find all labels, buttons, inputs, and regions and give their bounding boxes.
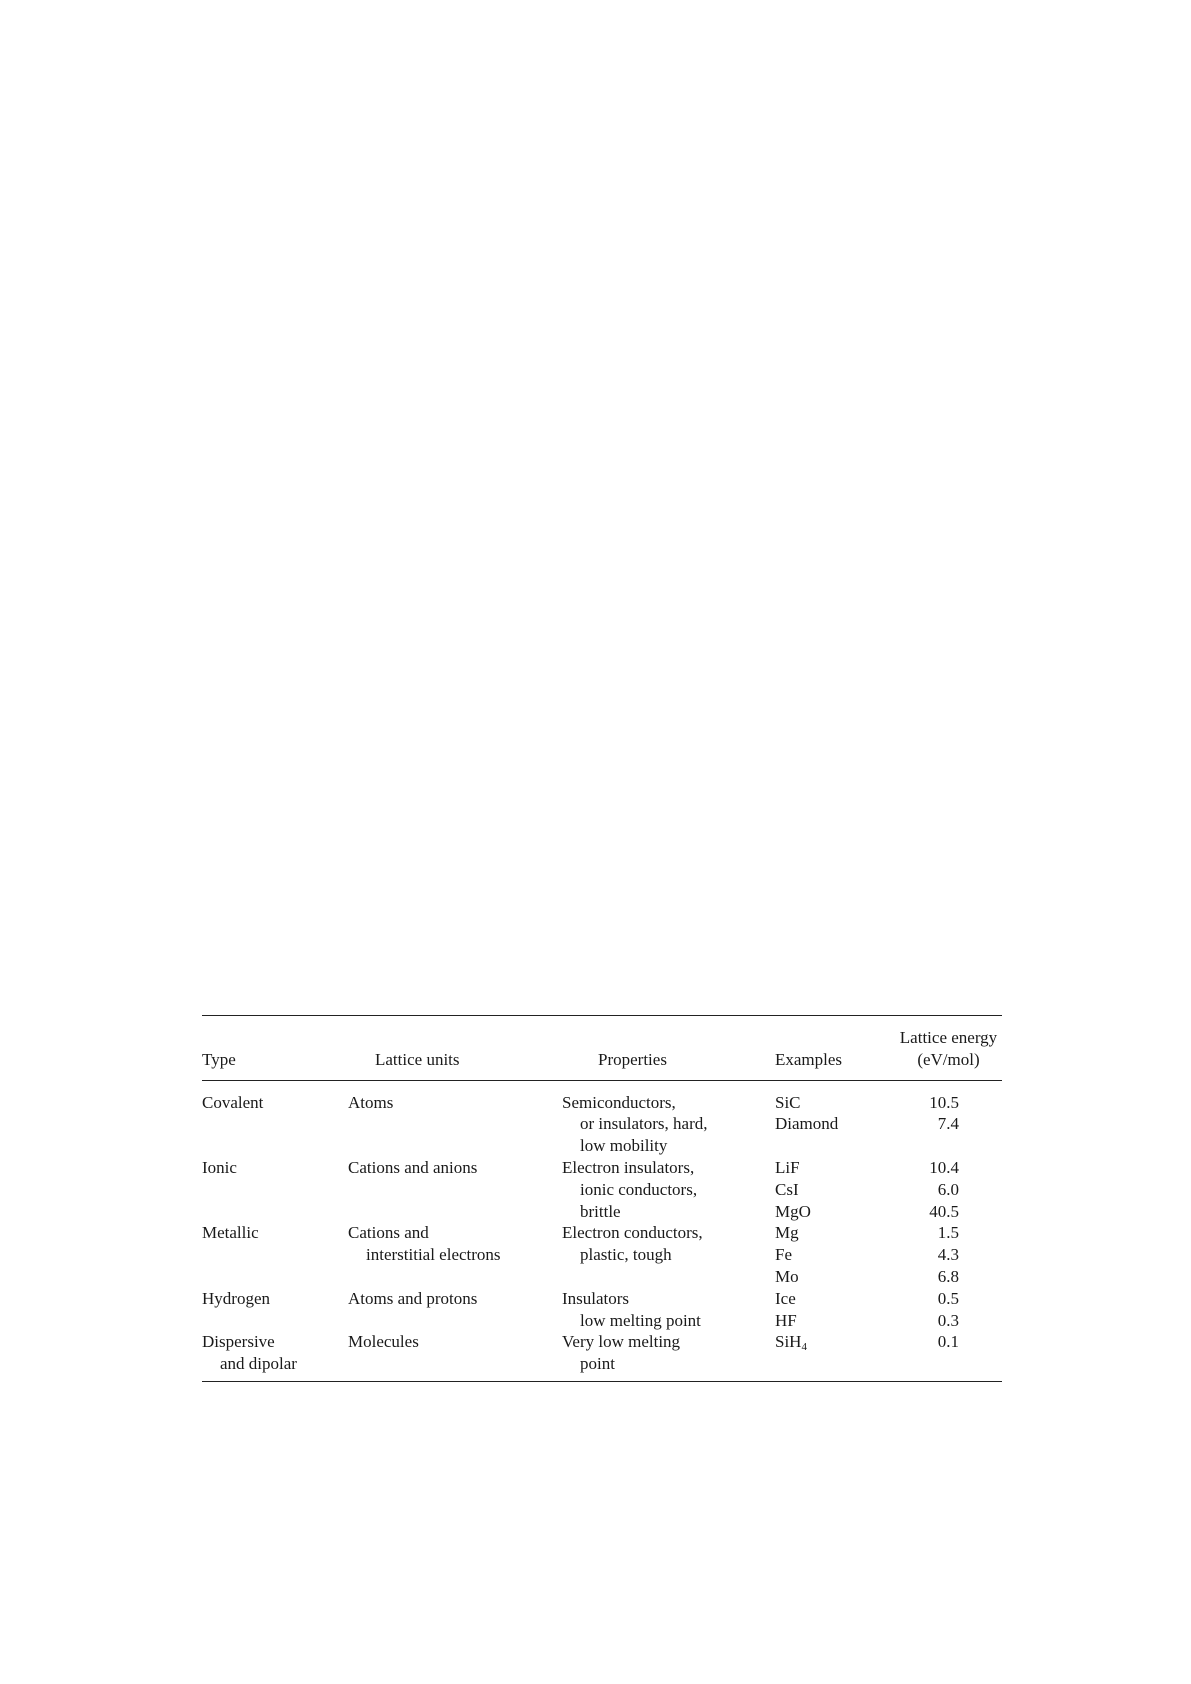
energy-value: 10.5	[929, 1092, 959, 1112]
type-label: and dipolar	[220, 1354, 297, 1374]
properties-line: low melting point	[580, 1310, 701, 1330]
properties-line: Very low melting	[562, 1332, 681, 1352]
cell-units	[348, 1092, 562, 1157]
header-lattice-energy	[895, 1027, 1002, 1071]
properties-line: point	[580, 1354, 615, 1374]
table-row-metallic	[202, 1222, 1002, 1287]
energy-value: 7.4	[937, 1114, 959, 1134]
type-label: Ionic	[202, 1157, 237, 1177]
example-compound: HF	[775, 1310, 797, 1330]
header-type: Type	[202, 1049, 236, 1069]
units-label: interstitial electrons	[366, 1245, 501, 1265]
properties-line: Electron conductors,	[562, 1223, 703, 1243]
table-grid	[202, 1027, 1002, 1071]
units-label: Molecules	[348, 1332, 419, 1352]
energy-value: 10.4	[929, 1157, 959, 1177]
properties-line: brittle	[580, 1201, 621, 1221]
energy-value: 40.5	[929, 1201, 959, 1221]
table-row-ionic	[202, 1157, 1002, 1222]
cell-energy	[895, 1157, 1002, 1222]
type-label: Hydrogen	[202, 1288, 270, 1308]
cell-properties	[562, 1331, 775, 1375]
header-lattice-energy-line1: Lattice energy	[899, 1028, 998, 1047]
cell-properties	[562, 1157, 775, 1222]
example-compound	[775, 1331, 895, 1353]
energy-value: 0.3	[937, 1310, 959, 1330]
energy-value: 6.0	[937, 1179, 959, 1199]
example-compound: Fe	[775, 1245, 792, 1265]
energy-value: 6.8	[937, 1266, 959, 1286]
energy-value: 4.3	[937, 1245, 959, 1265]
header-properties: Properties	[598, 1049, 667, 1069]
header-lattice-energy-unit: (eV/mol)	[917, 1049, 980, 1069]
cell-type	[202, 1222, 348, 1287]
example-compound: Diamond	[775, 1114, 839, 1134]
table-top-rule	[202, 1015, 1002, 1016]
example-compound: CsI	[775, 1179, 799, 1199]
units-label: Cations and anions	[348, 1157, 478, 1177]
energy-value: 0.5	[937, 1288, 959, 1308]
cell-properties	[562, 1092, 775, 1157]
cell-energy	[895, 1092, 1002, 1157]
cell-units	[348, 1157, 562, 1222]
units-label: Atoms	[348, 1092, 394, 1112]
table-body-grid	[202, 1092, 1002, 1375]
table-header-rule	[202, 1080, 1002, 1081]
cell-examples	[775, 1222, 895, 1287]
cell-type	[202, 1331, 348, 1375]
properties-line: or insulators, hard,	[580, 1114, 708, 1134]
cell-energy	[895, 1331, 1002, 1375]
example-compound: Mo	[775, 1266, 799, 1286]
energy-value: 0.1	[937, 1332, 959, 1352]
cell-energy	[895, 1222, 1002, 1287]
type-label: Covalent	[202, 1092, 264, 1112]
example-compound: Ice	[775, 1288, 796, 1308]
cell-type	[202, 1288, 348, 1332]
cell-type	[202, 1157, 348, 1222]
properties-line: Electron insulators,	[562, 1157, 695, 1177]
cell-energy	[895, 1288, 1002, 1332]
table-bottom-rule	[202, 1381, 1002, 1382]
table-header-row	[202, 1027, 1002, 1071]
properties-line: Insulators	[562, 1288, 630, 1308]
type-label: Dispersive	[202, 1332, 275, 1352]
units-label: Atoms and protons	[348, 1288, 478, 1308]
properties-line: low mobility	[580, 1136, 668, 1156]
table-row-dispersive	[202, 1331, 1002, 1375]
properties-line: ionic conductors,	[580, 1179, 698, 1199]
example-compound: LiF	[775, 1157, 800, 1177]
table-row-covalent	[202, 1092, 1002, 1157]
energy-value: 1.5	[937, 1223, 959, 1243]
example-compound: Mg	[775, 1223, 799, 1243]
units-label: Cations and	[348, 1223, 429, 1243]
properties-line: plastic, tough	[580, 1245, 672, 1265]
cell-properties	[562, 1288, 775, 1332]
formula-subscript: 4	[801, 1341, 807, 1354]
example-compound: MgO	[775, 1201, 811, 1221]
formula-base: SiH	[775, 1332, 802, 1352]
example-compound: SiC	[775, 1092, 801, 1112]
cell-examples	[775, 1288, 895, 1332]
cell-examples	[775, 1331, 895, 1375]
cell-examples	[775, 1092, 895, 1157]
header-examples: Examples	[775, 1049, 843, 1069]
cell-examples	[775, 1157, 895, 1222]
table-row-hydrogen	[202, 1288, 1002, 1332]
properties-line: Semiconductors,	[562, 1092, 676, 1112]
bonding-types-table	[202, 1015, 1002, 1382]
cell-units	[348, 1288, 562, 1332]
header-lattice-units: Lattice units	[375, 1049, 460, 1069]
cell-units	[348, 1222, 562, 1287]
cell-units	[348, 1331, 562, 1375]
cell-properties	[562, 1222, 775, 1287]
type-label: Metallic	[202, 1223, 259, 1243]
cell-type	[202, 1092, 348, 1157]
